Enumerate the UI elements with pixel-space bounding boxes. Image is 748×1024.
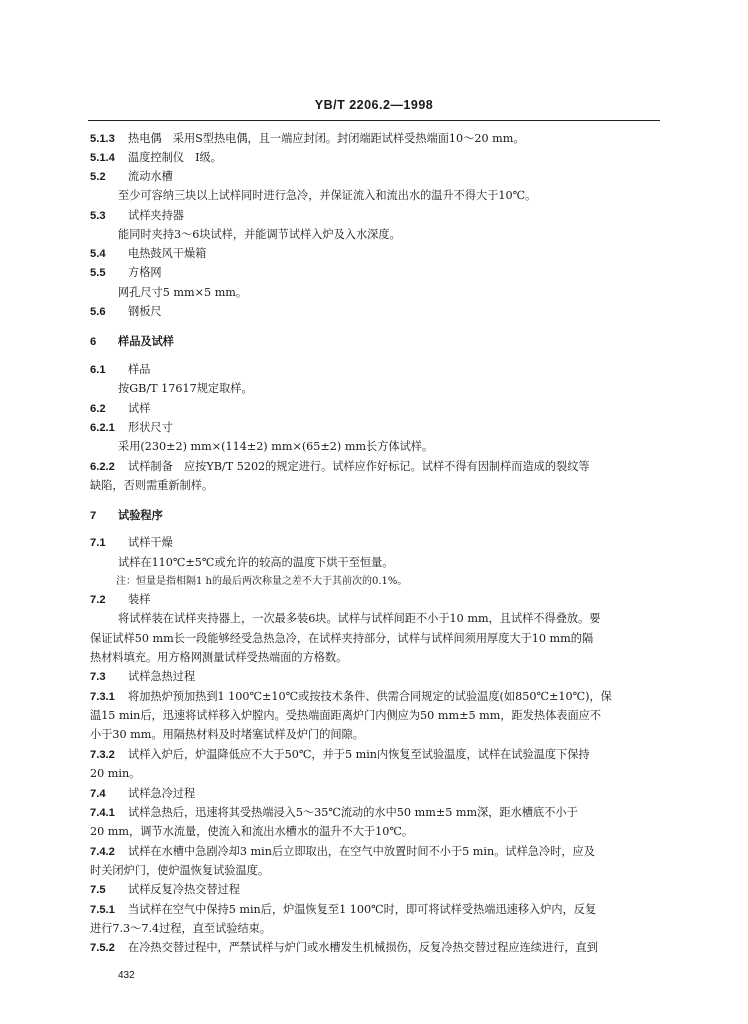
clause-7-3-1-cont-2: 小于30 mm。用隔热材料及时堵塞试样及炉门的间隙。 bbox=[90, 728, 364, 741]
section-7-heading: 7 试验程序 bbox=[90, 509, 163, 522]
clause-6-1-body: 按GB/T 17617规定取样。 bbox=[118, 382, 253, 395]
clause-5-1-3: 5.1.3 热电偶 采用S型热电偶，且一端应封闭。封闭端距试样受热端面10～20 mm。 bbox=[90, 132, 525, 145]
clause-7-4-1-cont: 20 mm，调节水流量，使流入和流出水槽水的温升不大于10℃。 bbox=[90, 825, 414, 838]
clause-7-5-2: 7.5.2 在冷热交替过程中，严禁试样与炉门或水槽发生机械损伤，反复冷热交替过程应连续进行，直到 bbox=[90, 941, 598, 954]
clause-5-2: 5.2 流动水槽 bbox=[90, 170, 173, 183]
clause-6-1: 6.1 样品 bbox=[90, 363, 151, 376]
clause-5-1-4: 5.1.4 温度控制仪 Ⅰ级。 bbox=[90, 151, 222, 164]
clause-7-4: 7.4 试样急冷过程 bbox=[90, 787, 196, 800]
clause-7-3-1-cont-1: 温15 min后，迅速将试样移入炉膛内。受热端面距离炉门内侧应为50 mm±5 mm，距发热体表面应不 bbox=[90, 709, 602, 722]
clause-5-3-body: 能同时夹持3～6块试样，并能调节试样入炉及入水深度。 bbox=[118, 228, 401, 241]
clause-6-2-2: 6.2.2 试样制备 应按YB/T 5202的规定进行。试样应作好标记。试样不得有因制样而造成的裂纹等 bbox=[90, 460, 590, 473]
clause-5-3: 5.3 试样夹持器 bbox=[90, 209, 184, 222]
clause-7-4-2-cont: 时关闭炉门，使炉温恢复试验温度。 bbox=[90, 864, 270, 877]
clause-6-2-1: 6.2.1 形状尺寸 bbox=[90, 421, 173, 434]
clause-7-3: 7.3 试样急热过程 bbox=[90, 670, 196, 683]
clause-7-5: 7.5 试样反复冷热交替过程 bbox=[90, 883, 240, 896]
clause-7-4-2: 7.4.2 试样在水槽中急剧冷却3 min后立即取出，在空气中放置时间不小于5 min。试样急冷时，应及 bbox=[90, 845, 595, 858]
clause-7-2: 7.2 装样 bbox=[90, 593, 151, 606]
page-header: YB/T 2206.2—1998 bbox=[314, 98, 434, 112]
clause-7-5-1: 7.5.1 当试样在空气中保持5 min后，炉温恢复至1 100℃时，即可将试样受热端迅速移入炉内，反复 bbox=[90, 903, 597, 916]
section-6-heading: 6 样品及试样 bbox=[90, 335, 174, 348]
clause-6-2: 6.2 试样 bbox=[90, 402, 151, 415]
note-constant-mass: 注：恒量是指相隔1 h的最后两次称量之差不大于其前次的0.1%。 bbox=[116, 576, 408, 587]
clause-6-2-2-cont: 缺陷，否则需重新制样。 bbox=[90, 479, 214, 492]
clause-5-5-body: 网孔尺寸5 mm×5 mm。 bbox=[118, 286, 248, 299]
clause-5-6: 5.6 钢板尺 bbox=[90, 305, 162, 318]
clause-7-3-1: 7.3.1 将加热炉预加热到1 100℃±10℃或按技术条件、供需合同规定的试验温度(如850℃±10℃)，保 bbox=[90, 690, 612, 703]
clause-7-2-body-1: 将试样装在试样夹持器上，一次最多装6块。试样与试样间距不小于10 mm，且试样不得叠放。要 bbox=[118, 612, 601, 625]
clause-7-3-2: 7.3.2 试样入炉后，炉温降低应不大于50℃，并于5 min内恢复至试验温度，试样在试验温度下保持 bbox=[90, 748, 590, 761]
clause-5-2-body: 至少可容纳三块以上试样同时进行急冷，并保证流入和流出水的温升不得大于10℃。 bbox=[118, 189, 537, 202]
clause-7-2-body-3: 热材料填充。用方格网测量试样受热端面的方格数。 bbox=[90, 651, 348, 664]
clause-7-1: 7.1 试样干燥 bbox=[90, 536, 173, 549]
clause-5-5: 5.5 方格网 bbox=[90, 266, 162, 279]
clause-7-4-1: 7.4.1 试样急热后，迅速将其受热端浸入5～35℃流动的水中50 mm±5 mm深，距水槽底不小于 bbox=[90, 806, 578, 819]
clause-7-2-body-2: 保证试样50 mm长一段能够经受急热急冷，在试样夹持部分，试样与试样间须用厚度大于10 mm的隔 bbox=[90, 632, 594, 645]
header-rule bbox=[88, 120, 660, 121]
clause-7-3-2-cont: 20 min。 bbox=[90, 767, 141, 780]
page-number: 432 bbox=[118, 970, 135, 981]
clause-7-1-body: 试样在110℃±5℃或允许的较高的温度下烘干至恒量。 bbox=[118, 556, 394, 569]
clause-5-4: 5.4 电热鼓风干燥箱 bbox=[90, 247, 207, 260]
clause-6-2-1-body: 采用(230±2) mm×(114±2) mm×(65±2) mm长方体试样。 bbox=[118, 440, 434, 453]
clause-7-5-1-cont: 进行7.3～7.4过程，直至试验结束。 bbox=[90, 922, 272, 935]
